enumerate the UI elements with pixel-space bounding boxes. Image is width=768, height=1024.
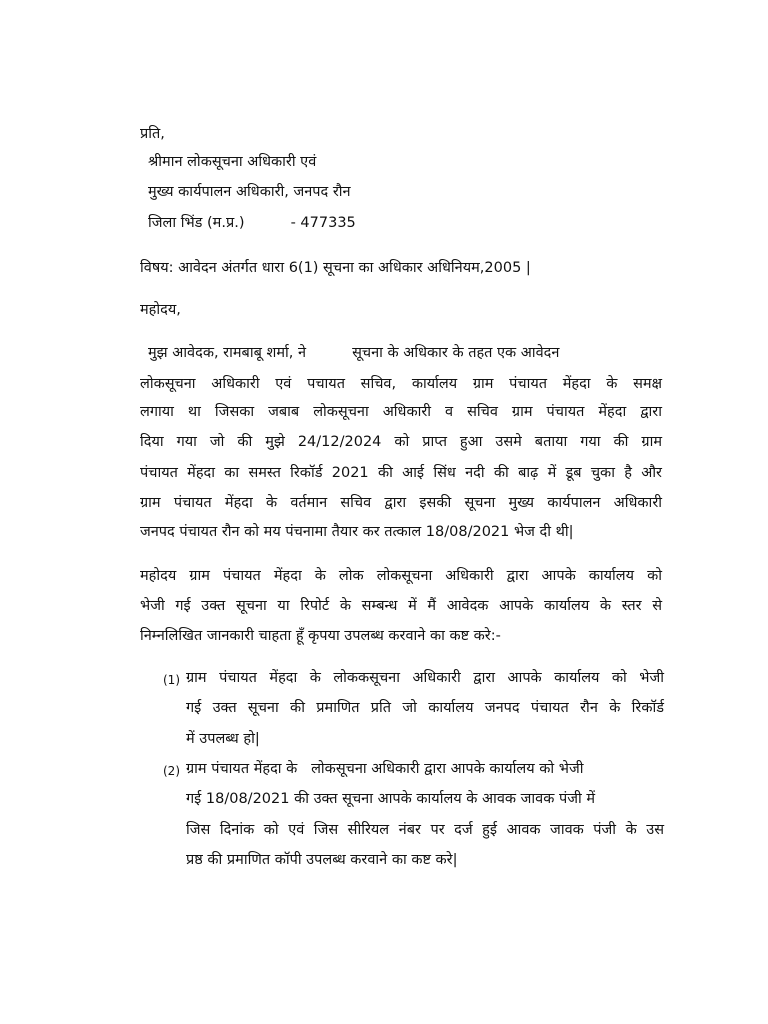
addressee-line: श्रीमान लोकसूचना अधिकारी एवं (148, 154, 317, 170)
list-item-line: में उपलब्ध हो| (186, 731, 260, 747)
list-item-line: गई 18/08/2021 की उक्त सूचना आपके कार्यालय के आवक जावक पंजी में (186, 791, 596, 807)
paragraph-line: पंचायत मेंहदा का समस्त रिकॉर्ड 2021 की आई सिंध नदी की बाढ़ में डूब चुका है और (140, 465, 662, 481)
greeting: महोदय, (140, 302, 181, 318)
paragraph-line: दिया गया जो की मुझे 24/12/2024 को प्राप्त हुआ उसमे बताया गया की ग्राम (140, 434, 662, 450)
paragraph-line: जनपद पंचायत रौन को मय पंचनामा तैयार कर तत्काल 18/08/2021 भेज दी थी| (140, 524, 574, 540)
paragraph-line: मुझ आवेदक, रामबाबू शर्मा, ने सूचना के अधिकार के तहत एक आवेदन (148, 345, 560, 361)
paragraph-line: भेजी गई उक्त सूचना या रिपोर्ट के सम्बन्ध में मैं आवेदक आपके कार्यालय के स्तर से (140, 598, 662, 614)
paragraph-line: निम्नलिखित जानकारी चाहता हूँ कृपया उपलब्ध करवाने का कष्ट करे:- (140, 628, 501, 644)
list-item-line: प्रष्ठ की प्रमाणित कॉपी उपलब्ध करवाने का कष्ट करे| (186, 852, 458, 868)
paragraph-line: लोकसूचना अधिकारी एवं पचायत सचिव, कार्यालय ग्राम पंचायत मेंहदा के समक्ष (140, 376, 662, 392)
list-number: (1) (163, 673, 180, 687)
paragraph-line: महोदय ग्राम पंचायत मेंहदा के लोक लोकसूचना अधिकारी द्वारा आपके कार्यालय को (140, 568, 662, 584)
paragraph-line: ग्राम पंचायत मेंहदा के वर्तमान सचिव द्वारा इसकी सूचना मुख्य कार्यपालन अधिकारी (140, 495, 662, 511)
list-item-line: ग्राम पंचायत मेंहदा के लोककसूचना अधिकारी द्वारा आपके कार्यालय को भेजी (186, 670, 664, 686)
subject-line: विषय: आवेदन अंतर्गत धारा 6(1) सूचना का अधिकार अधिनियम,2005 | (140, 260, 531, 276)
salutation: प्रति, (140, 126, 165, 142)
list-item-line: जिस दिनांक को एवं जिस सीरियल नंबर पर दर्ज हुई आवक जावक पंजी के उस (186, 822, 664, 838)
list-number: (2) (163, 764, 180, 778)
list-item-line: गई उक्त सूचना की प्रमाणित प्रति जो कार्यालय जनपद पंचायत रौन के रिकॉर्ड (186, 700, 664, 716)
addressee-line: जिला भिंड (म.प्र.) - 477335 (148, 215, 356, 231)
addressee-line: मुख्य कार्यपालन अधिकारी, जनपद रौन (148, 184, 351, 200)
list-item-line: ग्राम पंचायत मेंहदा के लोकसूचना अधिकारी द्वारा आपके कार्यालय को भेजी (186, 761, 584, 777)
paragraph-line: लगाया था जिसका जबाब लोकसूचना अधिकारी व सचिव ग्राम पंचायत मेंहदा द्वारा (140, 404, 662, 420)
